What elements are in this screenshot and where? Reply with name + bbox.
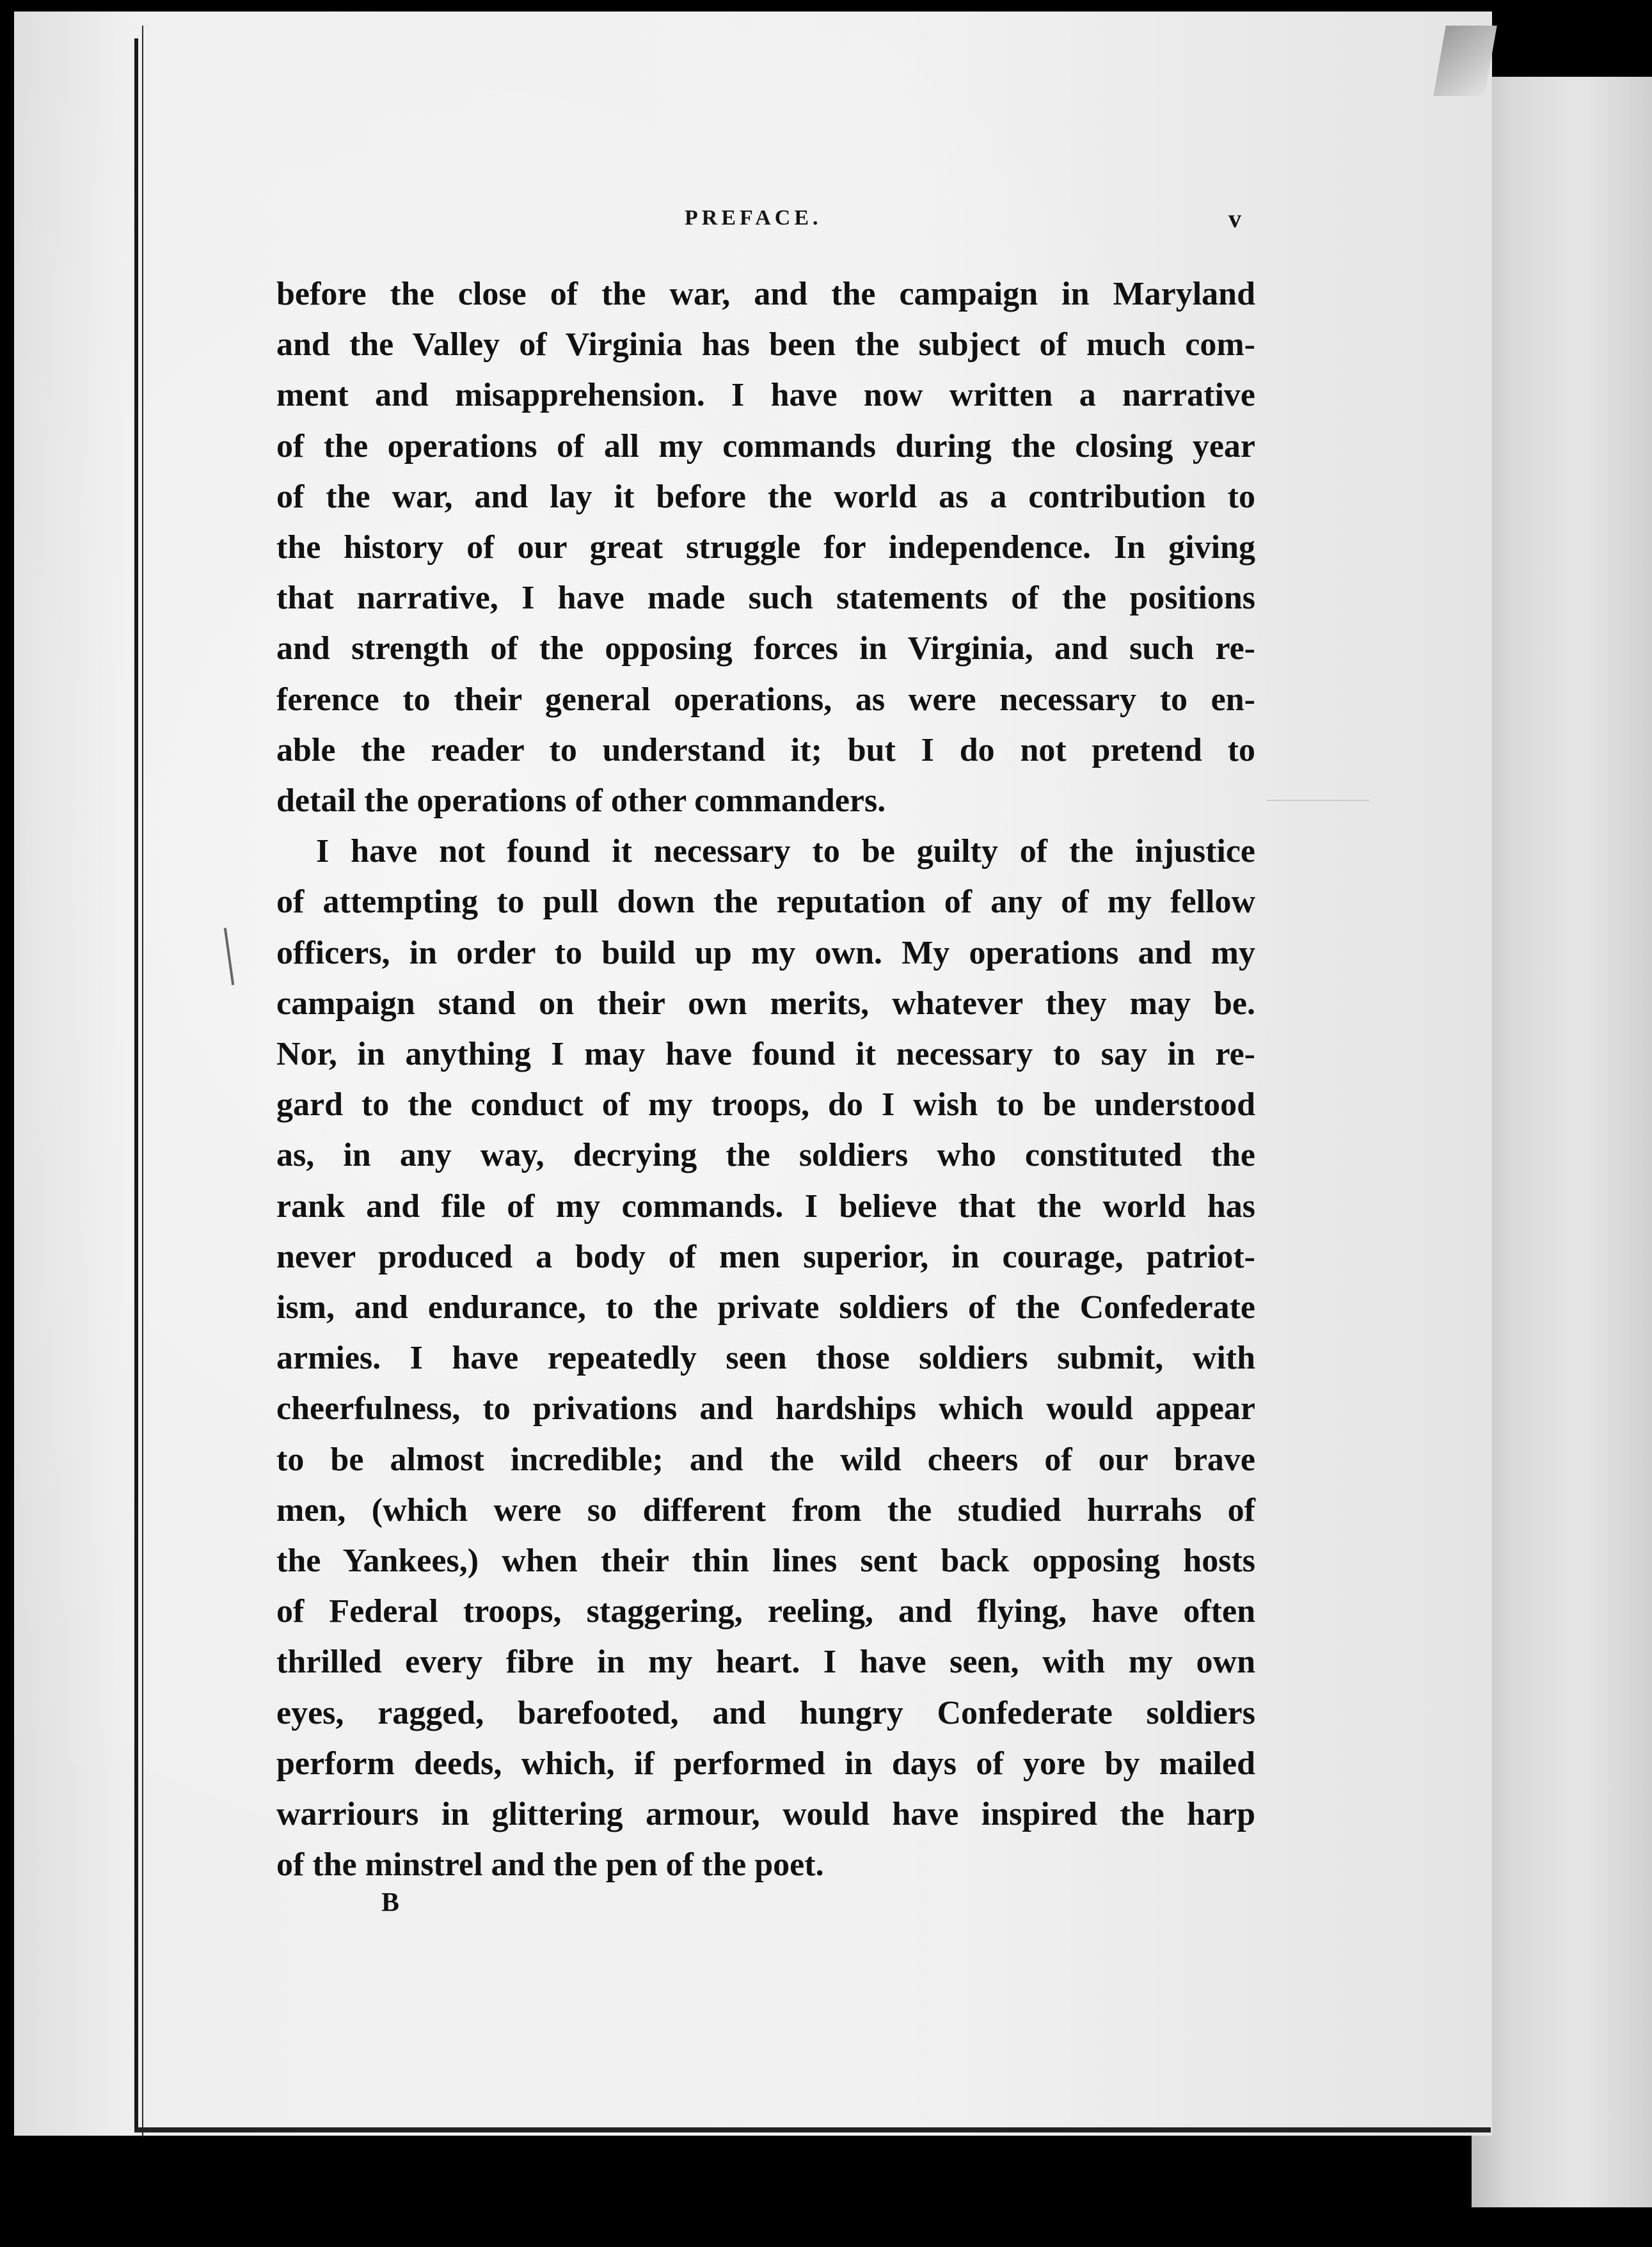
text-line: of the operations of all my commands during the closing year xyxy=(276,427,1255,464)
text-line: eyes, ragged, barefooted, and hungry Confederate soldiers xyxy=(276,1694,1255,1731)
text-line: I have not found it necessary to be guilty of the injustice xyxy=(316,833,1255,870)
text-line: perform deeds, which, if performed in days of yore by mailed xyxy=(276,1745,1255,1782)
text-line: thrilled every fibre in my heart. I have seen, with my own xyxy=(276,1644,1255,1681)
text-line: able the reader to understand it; but I do not pretend to xyxy=(276,731,1255,768)
text-line: and strength of the opposing forces in Virginia, and such re- xyxy=(276,630,1255,667)
running-head-title: PREFACE. xyxy=(685,206,822,230)
text-line: before the close of the war, and the campaign in Maryland xyxy=(276,276,1255,312)
text-line: of the minstrel and the pen of the poet. xyxy=(276,1846,824,1884)
text-line: detail the operations of other commanders. xyxy=(276,782,886,820)
text-line: as, in any way, decrying the soldiers who constituted the xyxy=(276,1137,1255,1174)
signature-mark: B xyxy=(381,1888,400,1917)
show-through-mark xyxy=(1267,800,1369,820)
text-line: ference to their general operations, as were necessary to en- xyxy=(276,681,1255,718)
text-line: campaign stand on their own merits, whatever they may be. xyxy=(276,985,1255,1022)
text-line: cheerfulness, to privations and hardships which would appear xyxy=(276,1390,1255,1427)
text-line: of Federal troops, staggering, reeling, and flying, have often xyxy=(276,1593,1255,1630)
text-line: officers, in order to build up my own. My operations and my xyxy=(276,934,1255,971)
text-line: Nor, in anything I may have found it necessary to say in re- xyxy=(276,1036,1255,1073)
body-text xyxy=(276,269,1255,1891)
binding-edge xyxy=(134,38,138,2131)
adjacent-page-edge xyxy=(1472,77,1652,2207)
page-number: v xyxy=(1228,204,1241,233)
text-line: rank and file of my commands. I believe that the world has xyxy=(276,1187,1255,1225)
text-line: never produced a body of men superior, in courage, patriot- xyxy=(276,1238,1255,1275)
text-line: the Yankees,) when their thin lines sent back opposing hosts xyxy=(276,1543,1255,1580)
text-line: armies. I have repeatedly seen those soldiers submit, with xyxy=(276,1340,1255,1377)
paragraph xyxy=(276,269,1255,826)
text-line: of the war, and lay it before the world as a contribution to xyxy=(276,478,1255,515)
binding-edge-inner xyxy=(142,26,143,2137)
text-line: men, (which were so different from the studied hurrahs of xyxy=(276,1491,1255,1528)
text-line: the history of our great struggle for independence. In giving xyxy=(276,529,1255,566)
text-line: of attempting to pull down the reputation of any of my fellow xyxy=(276,884,1255,921)
text-line: that narrative, I have made such statements of the positions xyxy=(276,580,1255,617)
text-line: ism, and endurance, to the private soldiers of the Confederate xyxy=(276,1289,1255,1326)
text-line: ment and misapprehension. I have now written a narrative xyxy=(276,377,1255,414)
text-line: and the Valley of Virginia has been the subject of much com- xyxy=(276,326,1255,363)
page-bottom-edge xyxy=(134,2127,1491,2132)
paragraph xyxy=(276,826,1255,1890)
text-line: warriours in glittering armour, would have inspired the harp xyxy=(276,1796,1255,1833)
text-line: gard to the conduct of my troops, do I wish to be understood xyxy=(276,1086,1255,1124)
text-line: to be almost incredible; and the wild cheers of our brave xyxy=(276,1441,1255,1478)
